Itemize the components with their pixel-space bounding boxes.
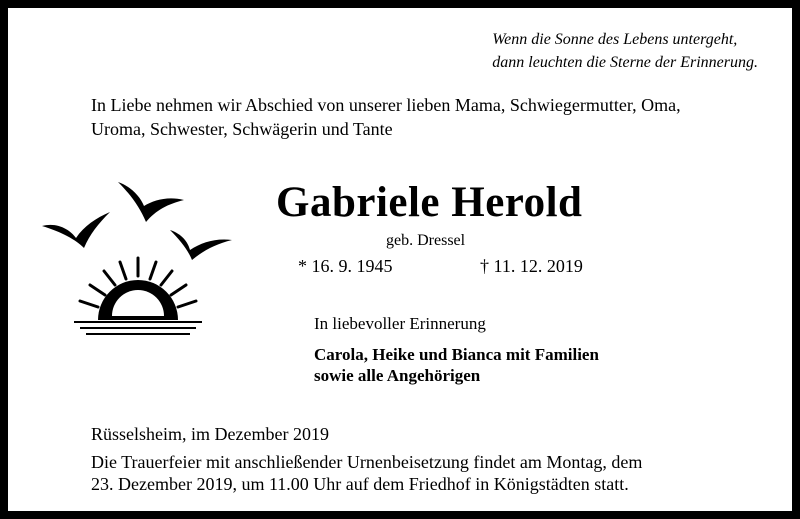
- service-line-2: 23. Dezember 2019, um 11.00 Uhr auf dem Friedhof in Königstädten statt.: [91, 474, 629, 494]
- mourners-line-2: sowie alle Angehörigen: [314, 366, 481, 385]
- funeral-service-info: [91, 451, 781, 495]
- service-line-1: Die Trauerfeier mit anschließender Urnenbeisetzung findet am Montag, dem: [91, 452, 643, 472]
- obituary-card: [8, 8, 792, 511]
- intro-line-2: Uroma, Schwester, Schwägerin und Tante: [91, 119, 393, 139]
- motto-line-2: dann leuchten die Sterne der Erinnerung.: [492, 54, 758, 71]
- deceased-name: Gabriele Herold: [276, 179, 583, 226]
- birth-date: * 16. 9. 1945: [298, 256, 393, 276]
- motto-quote: [492, 28, 758, 74]
- maiden-name: geb. Dressel: [386, 232, 466, 249]
- death-date: † 11. 12. 2019: [480, 256, 583, 276]
- mourners-list: [314, 344, 599, 386]
- memory-heading: In liebevoller Erinnerung: [314, 314, 486, 333]
- intro-text: [91, 93, 781, 141]
- mourners-line-1: Carola, Heike und Bianca mit Familien: [314, 345, 599, 364]
- motto-line-1: Wenn die Sonne des Lebens untergeht,: [492, 31, 738, 48]
- place-date: Rüsselsheim, im Dezember 2019: [91, 424, 329, 444]
- sunset-birds-icon: [40, 178, 240, 338]
- intro-line-1: In Liebe nehmen wir Abschied von unserer lieben Mama, Schwiegermutter, Oma,: [91, 95, 681, 115]
